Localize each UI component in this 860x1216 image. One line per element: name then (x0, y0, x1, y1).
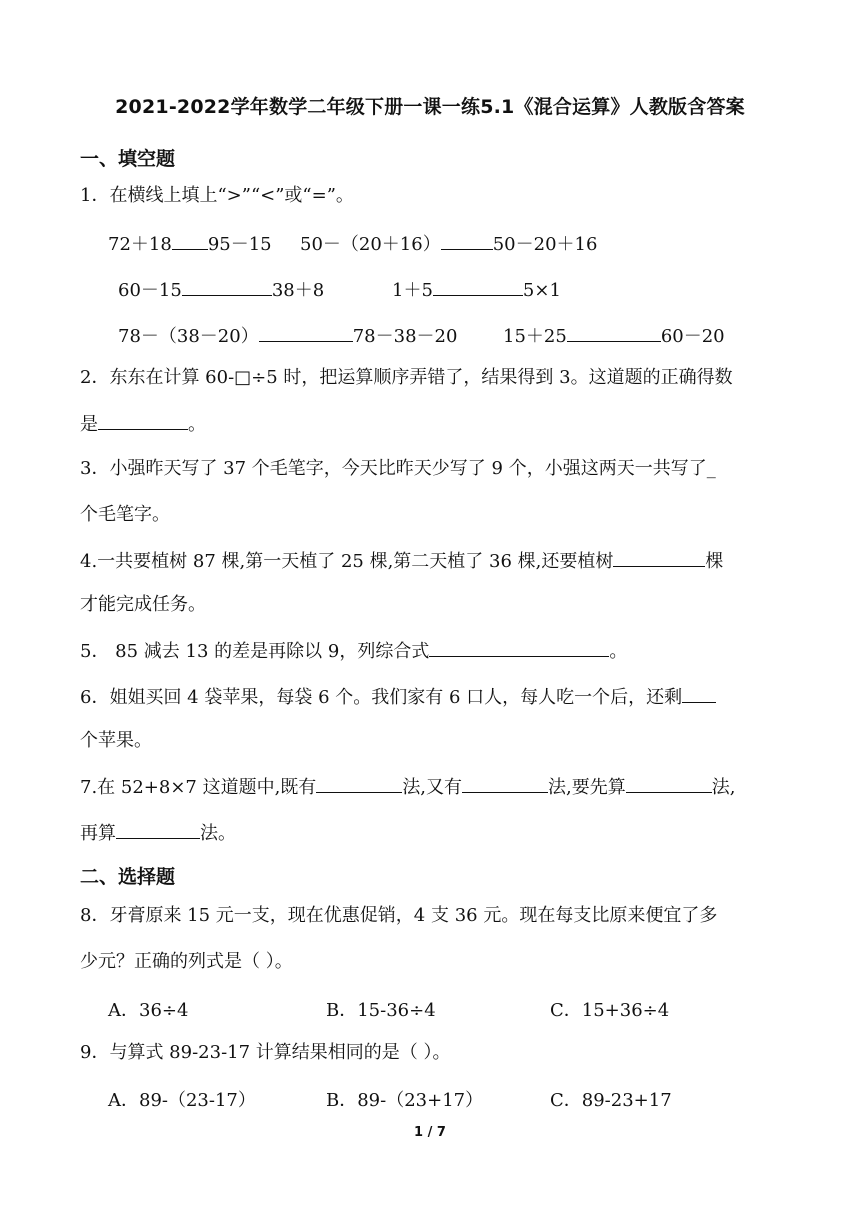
answer-blank[interactable] (613, 548, 705, 567)
answer-blank[interactable] (567, 323, 661, 342)
q1-row2-a (118, 276, 324, 302)
q7-text: 法, (711, 777, 736, 798)
q7-text: 7.在 52+8×7 这道题中,既有 (80, 777, 317, 798)
q1-expr: 5×1 (522, 280, 561, 301)
question-1-text: 1．在横线上填上“>”“<”或“=”。 (80, 185, 354, 206)
q1-row1-b (300, 230, 597, 256)
q1-row3-b (503, 322, 725, 348)
answer-blank[interactable] (98, 411, 188, 430)
answer-blank[interactable] (433, 277, 523, 296)
q1-row2-b (392, 276, 561, 302)
q9-option-a[interactable]: A．89-（23-17） (108, 1090, 256, 1111)
answer-blank[interactable] (462, 774, 548, 793)
q7-text: 法,要先算 (548, 777, 626, 798)
question-7-line2 (80, 820, 780, 846)
question-6-line1 (80, 684, 780, 710)
q1-expr: 60－20 (660, 326, 725, 347)
q1-expr: 15＋25 (503, 326, 567, 347)
q7-text: 法。 (200, 823, 236, 844)
question-2-line1: 2．东东在计算 60-□÷5 时，把运算顺序弄错了，结果得到 3。这道题的正确得数 (80, 367, 733, 388)
q2-text: 是 (80, 414, 98, 435)
question-6-line2: 个苹果。 (80, 730, 152, 751)
question-4-line2: 才能完成任务。 (80, 594, 206, 615)
q1-expr: 1＋5 (392, 280, 433, 301)
question-4-line1 (80, 548, 780, 574)
answer-blank[interactable] (429, 638, 609, 657)
question-3-line1: 3．小强昨天写了 37 个毛笔字，今天比昨天少写了 9 个，小强这两天一共写了_ (80, 458, 716, 479)
answer-blank[interactable] (259, 323, 353, 342)
q6-text: 6．姐姐买回 4 袋苹果，每袋 6 个。我们家有 6 口人，每人吃一个后，还剩 (80, 687, 683, 708)
question-7-line1 (80, 774, 780, 800)
answer-blank[interactable] (682, 684, 716, 703)
q2-text: 。 (188, 414, 206, 435)
q1-expr: 78－（38－20） (118, 326, 259, 347)
page-number: 1 / 7 (414, 1125, 446, 1140)
q8-option-b[interactable]: B．15-36÷4 (326, 1000, 436, 1021)
q1-expr: 60－15 (118, 280, 182, 301)
answer-blank[interactable] (172, 231, 208, 250)
q1-expr: 38＋8 (271, 280, 325, 301)
page-title: 2021-2022学年数学二年级下册一课一练5.1《混合运算》人教版含答案 (115, 96, 745, 118)
q1-expr: 72＋18 (108, 234, 172, 255)
q9-option-b[interactable]: B．89-（23+17） (326, 1090, 484, 1111)
answer-blank[interactable] (182, 277, 272, 296)
question-8-line2: 少元？正确的列式是（ ）。 (80, 951, 293, 972)
section-heading-multiple-choice: 二、选择题 (80, 866, 176, 888)
q1-row1-a (108, 230, 272, 256)
q1-expr: 50－20＋16 (492, 234, 598, 255)
q1-expr: 95－15 (207, 234, 272, 255)
answer-blank[interactable] (626, 774, 712, 793)
answer-blank[interactable] (116, 820, 200, 839)
question-9-line1: 9．与算式 89-23-17 计算结果相同的是（ ）。 (80, 1042, 451, 1063)
answer-blank[interactable] (316, 774, 402, 793)
q4-text: 棵 (705, 551, 724, 572)
q4-text: 4.一共要植树 87 棵,第一天植了 25 棵,第二天植了 36 棵,还要植树 (80, 551, 614, 572)
q7-text: 法,又有 (402, 777, 463, 798)
question-3-line2: 个毛笔字。 (80, 504, 170, 525)
q1-row3-a (118, 322, 457, 348)
q5-text: 。 (609, 641, 628, 662)
q1-expr: 50－（20＋16） (300, 234, 441, 255)
q5-text: 5． 85 减去 13 的差是再除以 9，列综合式 (80, 641, 430, 662)
q1-expr: 78－38－20 (352, 326, 458, 347)
q8-option-a[interactable]: A．36÷4 (108, 1000, 189, 1021)
question-8-line1: 8．牙膏原来 15 元一支，现在优惠促销，4 支 36 元。现在每支比原来便宜了多 (80, 905, 718, 926)
answer-blank[interactable] (441, 231, 493, 250)
section-heading-fill-in: 一、填空题 (80, 148, 176, 170)
q9-option-c[interactable]: C．89-23+17 (550, 1090, 672, 1111)
question-5 (80, 638, 780, 664)
question-2-line2 (80, 411, 780, 437)
q7-text: 再算 (80, 823, 116, 844)
q8-option-c[interactable]: C．15+36÷4 (550, 1000, 670, 1021)
